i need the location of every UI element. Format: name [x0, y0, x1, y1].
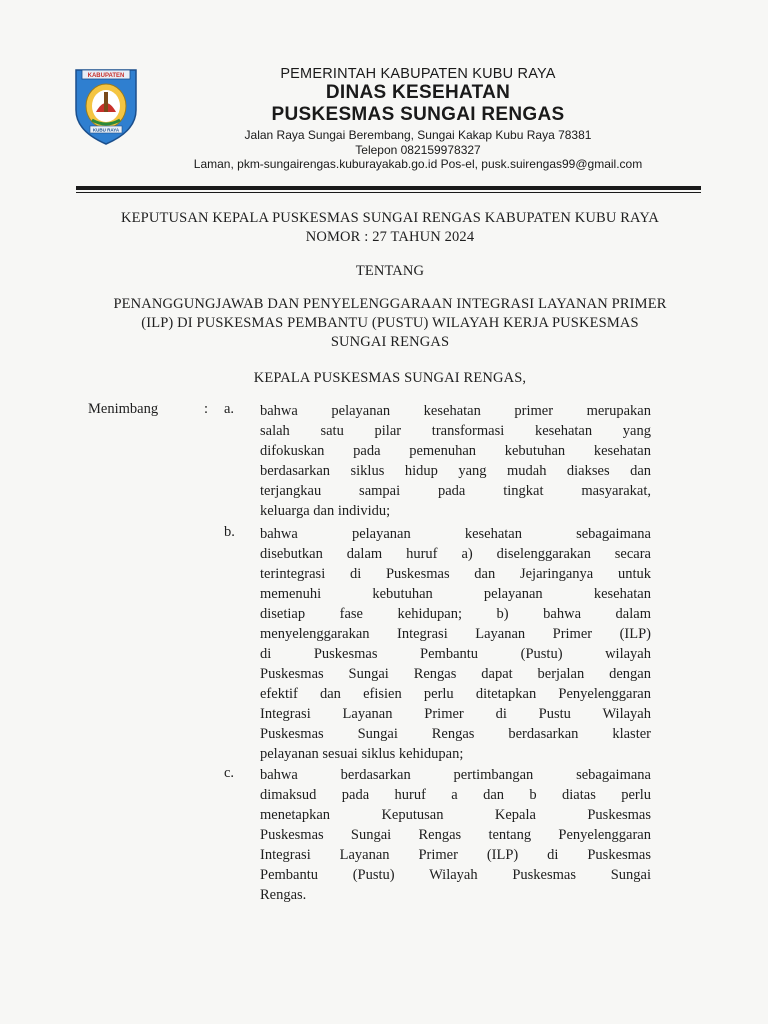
consideration-line: difokuskan pada pemenuhan kebutuhan kesehatan: [260, 443, 651, 459]
svg-text:KABUPATEN: KABUPATEN: [87, 73, 125, 79]
considerations-colon: :: [204, 401, 209, 417]
facility-address: Jalan Raya Sungai Berembang, Sungai Kakap Kubu Raya 78381: [244, 128, 592, 142]
consideration-line: bahwa pelayanan kesehatan primer merupakan: [260, 403, 651, 419]
svg-text:KUBU RAYA: KUBU RAYA: [92, 127, 120, 133]
consideration-line: di Puskesmas Pembantu (Pustu) wilayah: [260, 646, 651, 662]
consideration-line: salah satu pilar transformasi kesehatan yang: [260, 423, 651, 439]
facility-web-email: Laman, pkm-sungairengas.kuburayakab.go.id Pos-el, pusk.suirengas99@gmail.com: [193, 157, 643, 171]
consideration-line: disetiap fase kehidupan; b) bahwa dalam: [260, 606, 651, 622]
consideration-line: terjangkau sampai pada tingkat masyarakat,: [260, 483, 651, 499]
letterhead-divider-thin: [76, 192, 701, 193]
consideration-line: menetapkan Keputusan Kepala Puskesmas: [260, 807, 651, 823]
decree-subject-line: PENANGGUNGJAWAB DAN PENYELENGGARAAN INTEGRASI LAYANAN PRIMER: [113, 296, 667, 312]
consideration-line: Pembantu (Pustu) Wilayah Puskesmas Sungai: [260, 867, 651, 883]
kubu-raya-emblem-icon: [70, 64, 142, 146]
department-name: DINAS KESEHATAN: [325, 82, 511, 103]
consideration-line: Puskesmas Sungai Rengas tentang Penyelenggaran: [260, 827, 651, 843]
decree-subject-line: SUNGAI RENGAS: [330, 334, 450, 350]
consideration-line: bahwa berdasarkan pertimbangan sebagaimana: [260, 767, 651, 783]
consideration-marker: c.: [224, 765, 235, 781]
consideration-line: memenuhi kebutuhan pelayanan kesehatan: [260, 586, 651, 602]
letterhead-divider-thick: [76, 186, 701, 190]
facility-phone: Telepon 082159978327: [355, 143, 481, 157]
consideration-line: bahwa pelayanan kesehatan sebagaimana: [260, 526, 651, 542]
decree-subject-line: (ILP) DI PUSKESMAS PEMBANTU (PUSTU) WILAYAH KERJA PUSKESMAS: [141, 315, 639, 331]
decree-issuer: KEPALA PUSKESMAS SUNGAI RENGAS,: [253, 370, 527, 386]
consideration-line: Integrasi Layanan Primer (ILP) di Puskesmas: [260, 847, 651, 863]
consideration-line: keluarga dan individu;: [260, 503, 391, 519]
consideration-marker: b.: [224, 524, 235, 540]
consideration-line: berdasarkan siklus hidup yang mudah diakses dan: [260, 463, 651, 479]
consideration-line: dimaksud pada huruf a dan b diatas perlu: [260, 787, 651, 803]
consideration-line: Integrasi Layanan Primer di Pustu Wilayah: [260, 706, 651, 722]
consideration-line: efektif dan efisien perlu ditetapkan Penyelenggaran: [260, 686, 651, 702]
decree-about: TENTANG: [355, 263, 425, 279]
considerations-label: Menimbang: [88, 401, 159, 417]
consideration-line: Puskesmas Sungai Rengas dapat berjalan dengan: [260, 666, 651, 682]
consideration-line: Rengas.: [260, 887, 307, 903]
consideration-line: menyelenggarakan Integrasi Layanan Primer (ILP): [260, 626, 651, 642]
decree-title: KEPUTUSAN KEPALA PUSKESMAS SUNGAI RENGAS KABUPATEN KUBU RAYA: [121, 210, 659, 226]
decree-number: NOMOR : 27 TAHUN 2024: [305, 229, 475, 245]
consideration-line: pelayanan sesuai siklus kehidupan;: [260, 746, 464, 762]
consideration-line: disebutkan dalam huruf a) diselenggarakan secara: [260, 546, 651, 562]
consideration-line: terintegrasi di Puskesmas dan Jejaringanya untuk: [260, 566, 651, 582]
facility-name: PUSKESMAS SUNGAI RENGAS: [271, 104, 565, 125]
government-name: PEMERINTAH KABUPATEN KUBU RAYA: [280, 66, 556, 82]
consideration-line: Puskesmas Sungai Rengas berdasarkan klaster: [260, 726, 651, 742]
consideration-marker: a.: [224, 401, 235, 417]
